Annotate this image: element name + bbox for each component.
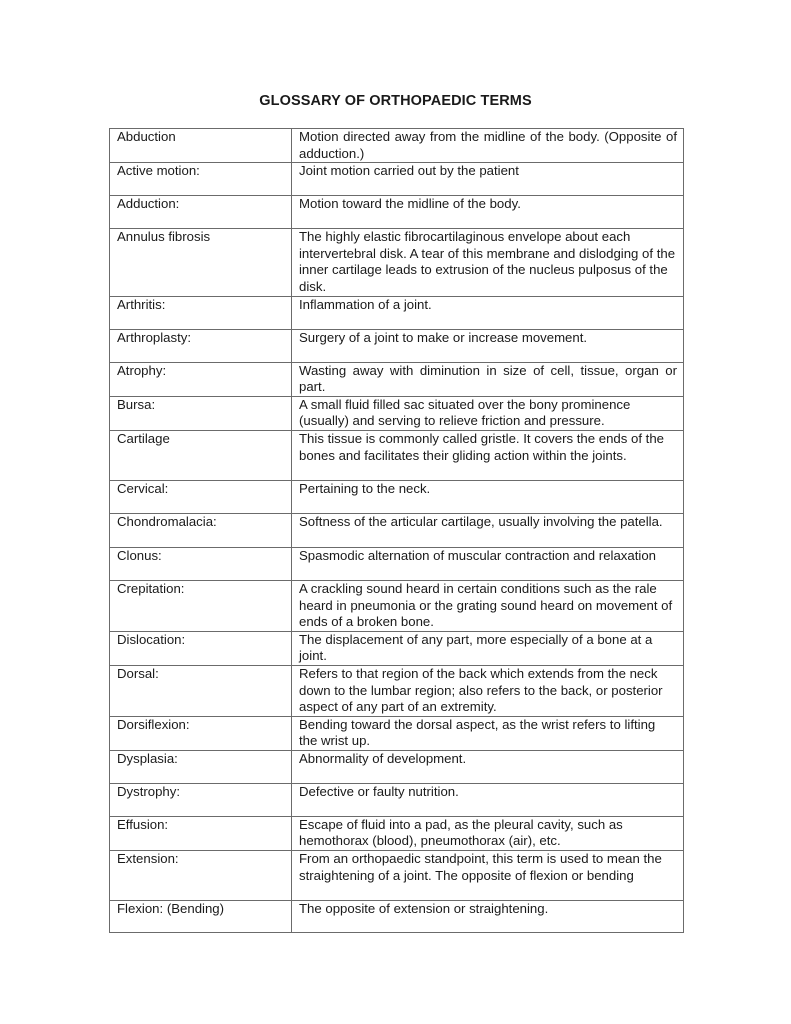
glossary-row	[110, 901, 684, 933]
glossary-definition: Softness of the articular cartilage, usually involving the patella.	[292, 513, 684, 547]
glossary-definition: The displacement of any part, more especially of a bone at a joint.	[292, 631, 684, 665]
glossary-row	[110, 129, 684, 163]
glossary-term: Cervical:	[110, 480, 292, 513]
glossary-term: Dorsal:	[110, 665, 292, 716]
glossary-row	[110, 580, 684, 631]
glossary-term: Cartilage	[110, 430, 292, 480]
glossary-term: Flexion: (Bending)	[110, 901, 292, 933]
glossary-definition: Pertaining to the neck.	[292, 480, 684, 513]
glossary-definition: Abnormality of development.	[292, 750, 684, 783]
glossary-definition: Defective or faulty nutrition.	[292, 783, 684, 816]
glossary-definition: Bending toward the dorsal aspect, as the wrist refers to lifting the wrist up.	[292, 716, 684, 750]
glossary-row	[110, 362, 684, 396]
glossary-definition: Motion directed away from the midline of the body. (Opposite of adduction.)	[292, 129, 684, 163]
glossary-row	[110, 851, 684, 901]
glossary-definition: The opposite of extension or straightening.	[292, 901, 684, 933]
glossary-row	[110, 396, 684, 430]
glossary-definition: Escape of fluid into a pad, as the pleural cavity, such as hemothorax (blood), pneumothorax (air), etc.	[292, 816, 684, 850]
page-title: GLOSSARY OF ORTHOPAEDIC TERMS	[259, 93, 532, 109]
glossary-definition: From an orthopaedic standpoint, this term is used to mean the straightening of a joint. The opposite of flexion or bending	[292, 851, 684, 901]
glossary-definition: The highly elastic fibrocartilaginous envelope about each intervertebral disk. A tear of this membrane and dislodging of the inner cartilage leads to extrusion of the nucleus pulposus of the disk.	[292, 229, 684, 296]
glossary-row	[110, 163, 684, 196]
glossary-row	[110, 430, 684, 480]
glossary-term: Chondromalacia:	[110, 513, 292, 547]
glossary-definition: Motion toward the midline of the body.	[292, 196, 684, 229]
glossary-definition: Wasting away with diminution in size of cell, tissue, organ or part.	[292, 362, 684, 396]
glossary-term: Clonus:	[110, 547, 292, 580]
glossary-term: Dystrophy:	[110, 783, 292, 816]
glossary-row	[110, 196, 684, 229]
glossary-term: Crepitation:	[110, 580, 292, 631]
glossary-definition: Inflammation of a joint.	[292, 296, 684, 329]
glossary-definition: A small fluid filled sac situated over the bony prominence (usually) and serving to relieve friction and pressure.	[292, 396, 684, 430]
glossary-term: Bursa:	[110, 396, 292, 430]
glossary-row	[110, 547, 684, 580]
glossary-term: Active motion:	[110, 163, 292, 196]
glossary-row	[110, 716, 684, 750]
glossary-row	[110, 665, 684, 716]
glossary-row	[110, 513, 684, 547]
glossary-term: Atrophy:	[110, 362, 292, 396]
glossary-term: Dysplasia:	[110, 750, 292, 783]
glossary-term: Arthritis:	[110, 296, 292, 329]
glossary-row	[110, 229, 684, 296]
glossary-definition: Surgery of a joint to make or increase movement.	[292, 329, 684, 362]
glossary-table	[109, 128, 684, 933]
glossary-row	[110, 783, 684, 816]
glossary-row	[110, 296, 684, 329]
glossary-term: Dislocation:	[110, 631, 292, 665]
glossary-definition: Spasmodic alternation of muscular contraction and relaxation	[292, 547, 684, 580]
glossary-body	[110, 129, 684, 933]
glossary-term: Extension:	[110, 851, 292, 901]
glossary-definition: Refers to that region of the back which extends from the neck down to the lumbar region; also refers to the back, or posterior aspect of any part of an extremity.	[292, 665, 684, 716]
glossary-term: Dorsiflexion:	[110, 716, 292, 750]
glossary-definition: Joint motion carried out by the patient	[292, 163, 684, 196]
glossary-row	[110, 480, 684, 513]
glossary-term: Effusion:	[110, 816, 292, 850]
glossary-term: Arthroplasty:	[110, 329, 292, 362]
glossary-term: Adduction:	[110, 196, 292, 229]
glossary-row	[110, 816, 684, 850]
glossary-row	[110, 329, 684, 362]
glossary-definition: This tissue is commonly called gristle. It covers the ends of the bones and facilitates their gliding action within the joints.	[292, 430, 684, 480]
glossary-definition: A crackling sound heard in certain conditions such as the rale heard in pneumonia or the grating sound heard on movement of ends of a broken bone.	[292, 580, 684, 631]
glossary-row	[110, 750, 684, 783]
glossary-term: Abduction	[110, 129, 292, 163]
glossary-term: Annulus fibrosis	[110, 229, 292, 296]
glossary-row	[110, 631, 684, 665]
